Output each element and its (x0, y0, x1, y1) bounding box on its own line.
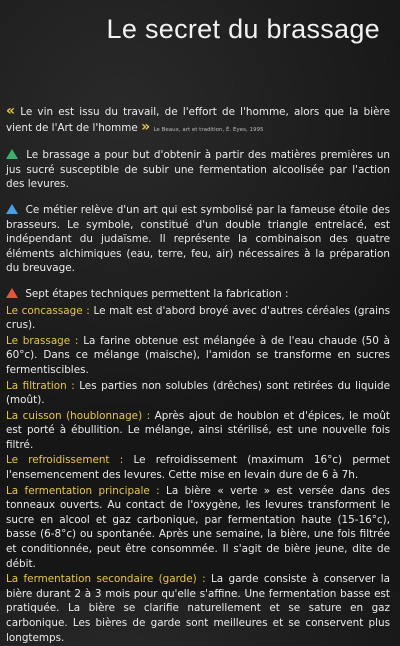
steps-intro-text: Sept étapes techniques permettent la fabrication : (25, 287, 289, 300)
panel-content (6, 104, 390, 646)
red-triangle-icon (6, 288, 18, 298)
list-item (6, 304, 390, 333)
list-item (6, 379, 390, 408)
intro-text: Le brassage a pour but d'obtenir à partir des matières premières un jus sucré susceptible de subir une fermentation alcoolisée par l'action des levures. (6, 149, 390, 191)
step-label: Le refroidissement : (6, 454, 124, 467)
step-text: Après ajout de houblon et d'épices, le moût est porté à ébullition. Le mélange, ainsi stérilisé, est une nouvelle fois filtré. (6, 409, 390, 451)
steps-list (6, 304, 390, 646)
symbol-paragraph (6, 203, 390, 276)
steps-intro-paragraph (6, 287, 390, 302)
step-label: La filtration : (6, 379, 75, 392)
quote-close-mark: » (141, 118, 151, 135)
quote-open-mark: « (6, 103, 16, 119)
quote-paragraph (6, 104, 390, 137)
blue-triangle-icon (6, 204, 18, 214)
step-text: La bière « verte » est versée dans des tonneaux ouverts. Au contact de l'oxygène, les levures transforment le sucre en alcool et gaz carbonique, par fermentation haute (15-16°c), basse (6-8°c) ou spontanée. Après une semaine, la bière, une fois filtrée et conditionnée, peut être consommée. Il s'agit de bière jeune, dite de débit. (6, 484, 390, 570)
step-text: La farine obtenue est mélangée à de l'eau chaude (50 à 60°c). Dans ce mélange (maische), l'amidon se transforme en sucres fermentiscibles. (6, 334, 390, 376)
list-item (6, 572, 390, 645)
quote-citation: Le Beaux, art et tradition, É. Eyes, 1995 (153, 126, 264, 133)
step-text: Le malt est d'abord broyé avec d'autres céréales (grains crus). (6, 304, 390, 332)
list-item (6, 334, 390, 378)
step-label: Le brassage : (6, 334, 79, 347)
list-item (6, 409, 390, 453)
step-label: La cuisson (houblonnage) : (6, 409, 151, 422)
quote-text: Le vin est issu du travail, de l'effort de l'homme, alors que la bière vient de l'Art de l'homme (6, 106, 390, 134)
page-title: Le secret du brassage (106, 14, 380, 44)
symbol-text: Ce métier relève d'un art qui est symbolisé par la fameuse étoile des brasseurs. Le symbole, constitué d'un double triangle entrelacé, est indépendant du judaïsme. Il représente la combinaison des quatre éléments alchimiques (eau, terre, feu, air) nécessaires à la préparation du breuvage. (6, 203, 390, 275)
step-text: Les parties non solubles (drêches) sont retirées du liquide (moût). (6, 379, 390, 407)
list-item (6, 453, 390, 482)
intro-paragraph (6, 148, 390, 192)
step-label: La fermentation secondaire (garde) : (6, 573, 206, 586)
step-label: Le concassage : (6, 304, 90, 317)
step-label: La fermentation principale : (6, 484, 160, 497)
list-item (6, 484, 390, 572)
step-text: La garde consiste à conserver la bière durant 2 à 3 mois pour qu'elle s'affine. Une fermentation basse est pratiquée. La bière se clarifie naturellement et se sature en gaz carbonique. Les bières de garde sont meilleures et se conservent plus longtemps. (6, 573, 390, 644)
step-text: Le refroidissement (maximum 16°c) permet l'ensemencement des levures. Cette mise en levain dure de 6 à 7h. (6, 454, 390, 482)
green-triangle-icon (6, 149, 18, 159)
